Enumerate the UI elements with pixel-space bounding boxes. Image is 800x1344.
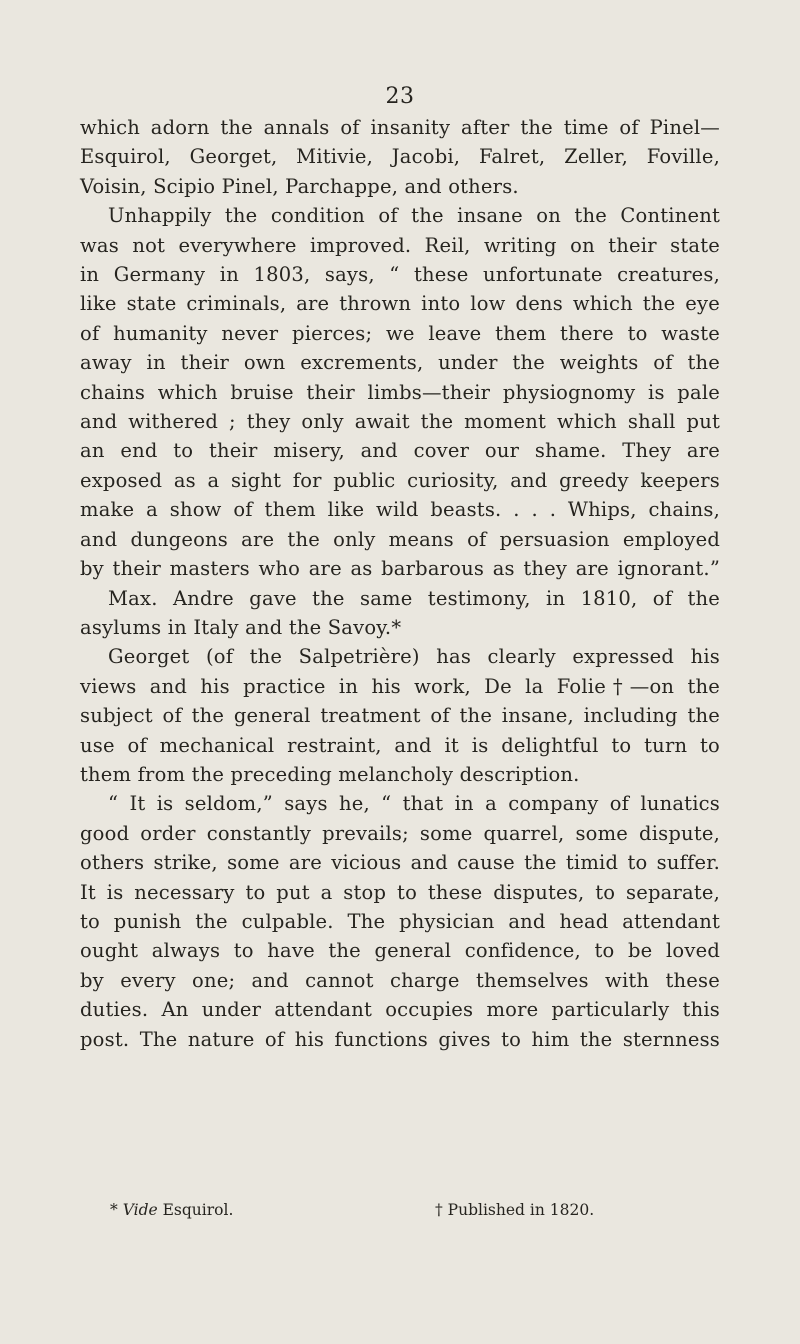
text-line: use of mechanical restraint, and it is delightful to turn to [80,733,720,757]
footnote-published: † Published in 1820. [435,1201,595,1219]
footnote-marker: * [110,1201,118,1219]
text-line: by every one; and cannot charge themselves with these [80,968,720,992]
text-line: “ It is seldom,” says he, “ that in a company of lunatics [108,792,720,816]
footnote-vide-esquirol [110,1200,233,1220]
text-line: views and his practice in his work, De la Folie†—on the [80,674,720,698]
footnote-vide: Vide [122,1201,158,1219]
text-line: post. The nature of his functions gives to him the sternness [80,1027,720,1051]
text-line: It is necessary to put a stop to these disputes, to separate, [80,880,720,904]
text-line: make a show of them like wild beasts. . . . Whips, chains, [80,498,720,522]
text-line: them from the preceding melancholy description. [80,762,580,786]
text-line: duties. An under attendant occupies more particularly this [80,998,720,1022]
text-line: to punish the culpable. The physician and head attendant [80,909,720,933]
footnote-esquirol: Esquirol. [162,1201,234,1219]
body-text [80,113,720,1054]
page-number: 23 [385,84,415,109]
text-line: good order constantly prevails; some quarrel, some dispute, [80,821,720,845]
text-line: Voisin, Scipio Pinel, Parchappe, and others. [80,174,519,198]
text-line: others strike, some are vicious and cause the timid to suffer. [80,851,720,875]
text-line: asylums in Italy and the Savoy.* [80,615,402,639]
text-line: and withered ; they only await the moment which shall put [80,410,720,434]
text-line: of humanity never pierces; we leave them there to waste [80,321,720,345]
text-line: away in their own excrements, under the weights of the [80,351,720,375]
text-line: Unhappily the condition of the insane on the Continent [108,204,720,228]
text-line: exposed as a sight for public curiosity, and greedy keepers [80,468,720,492]
text-line: by their masters who are as barbarous as they are ignorant.” [80,557,720,581]
text-line: ought always to have the general confidence, to be loved [80,939,720,963]
text-line: like state criminals, are thrown into low dens which the eye [80,292,720,316]
text-line: and dungeons are the only means of persuasion employed [80,527,720,551]
text-line: Georget (of the Salpetrière) has clearly expressed his [108,645,720,669]
text-line: Max. Andre gave the same testimony, in 1810, of the [108,586,720,610]
text-line: subject of the general treatment of the insane, including the [80,704,720,728]
text-line: chains which bruise their limbs—their physiognomy is pale [80,380,720,404]
text-line: in Germany in 1803, says, “ these unfortunate creatures, [80,263,720,287]
text-line: was not everywhere improved. Reil, writing on their state [80,233,720,257]
text-line: an end to their misery, and cover our shame. They are [80,439,720,463]
text-line: Esquirol, Georget, Mitivie, Jacobi, Falret, Zeller, Foville, [80,145,720,169]
text-line: which adorn the annals of insanity after the time of Pinel— [80,116,720,139]
